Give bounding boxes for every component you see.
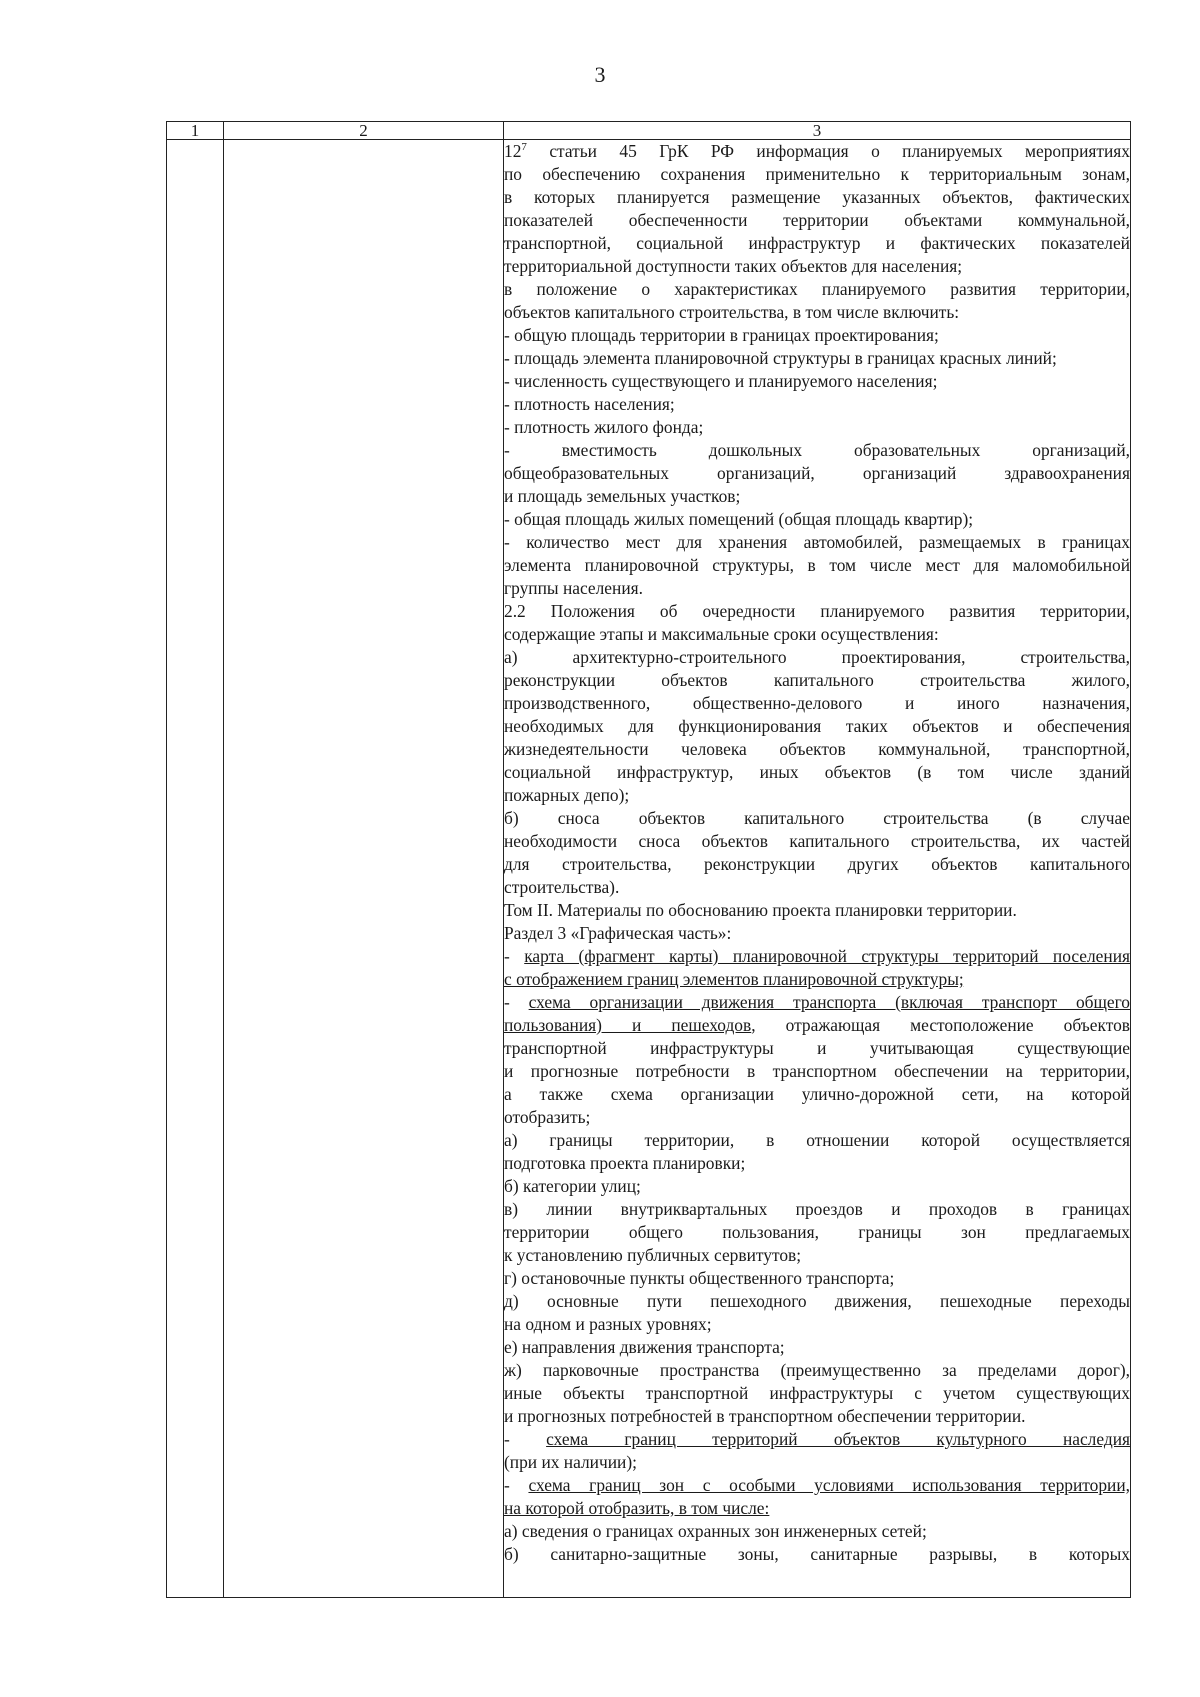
text-span: отобразить; (504, 1107, 591, 1127)
text-span: Том II. Материалы по обоснованию проекта планировки территории. (504, 900, 1017, 920)
underlined-text: на которой отобразить, в том числе: (504, 1498, 770, 1518)
text-line (504, 393, 1130, 416)
text-line (504, 1359, 1130, 1382)
text-span: а) сведения о границах охранных зон инженерных сетей; (504, 1521, 927, 1541)
underlined-text: схема границ территорий объектов культурного наследия (546, 1429, 1130, 1449)
text-span: общеобразовательных организаций, организаций здравоохранения (504, 463, 1130, 483)
text-line (504, 761, 1130, 784)
text-line (504, 1060, 1130, 1083)
underlined-text: пользования) и пешеходов (504, 1015, 752, 1035)
cell-column-2 (224, 140, 504, 1598)
text-span: а) архитектурно-строительного проектирования, строительства, (504, 647, 1130, 667)
text-span: - (504, 1475, 529, 1495)
text-span: транспортной инфраструктуры и учитывающая существующие (504, 1038, 1130, 1058)
text-line (504, 1382, 1130, 1405)
text-line (504, 209, 1130, 232)
text-line (504, 255, 1130, 278)
text-span: а также схема организации улично-дорожной сети, на которой (504, 1084, 1130, 1104)
text-line (504, 462, 1130, 485)
text-line (504, 1152, 1130, 1175)
text-line (504, 1336, 1130, 1359)
column-header-1: 1 (167, 122, 224, 140)
text-span: группы населения. (504, 578, 643, 598)
text-line (504, 416, 1130, 439)
text-line (504, 1129, 1130, 1152)
underlined-text: с отображением границ элементов планировочной структуры; (504, 969, 964, 989)
text-line (504, 1198, 1130, 1221)
text-span: и прогнозных потребностей в транспортном обеспечении территории. (504, 1406, 1026, 1426)
text-span: - численность существующего и планируемого населения; (504, 371, 938, 391)
text-line (504, 508, 1130, 531)
text-line (504, 1451, 1130, 1474)
text-span: элемента планировочной структуры, в том числе мест для маломобильной (504, 555, 1130, 575)
text-line (504, 784, 1130, 807)
text-span: иные объекты транспортной инфраструктуры с учетом существующих (504, 1383, 1130, 1403)
text-line (504, 1014, 1130, 1037)
text-span: статьи 45 ГрК РФ информация о планируемых мероприятиях (526, 141, 1130, 161)
text-span: в положение о характеристиках планируемого развития территории, (504, 279, 1130, 299)
text-span: - (504, 946, 525, 966)
text-line (504, 715, 1130, 738)
text-span: на одном и разных уровнях; (504, 1314, 712, 1334)
text-line (504, 1313, 1130, 1336)
text-span: (при их наличии); (504, 1452, 637, 1472)
text-line (504, 853, 1130, 876)
table-row (167, 140, 1131, 1598)
table-header-row (167, 122, 1131, 140)
text-span: и площадь земельных участков; (504, 486, 741, 506)
text-line (504, 807, 1130, 830)
text-span: е) направления движения транспорта; (504, 1337, 785, 1357)
text-span: транспортной, социальной инфраструктур и фактических показателей (504, 233, 1130, 253)
text-line (504, 140, 1130, 163)
text-line (504, 991, 1130, 1014)
text-line (504, 1037, 1130, 1060)
text-span: социальной инфраструктур, иных объектов (в том числе зданий (504, 762, 1130, 782)
text-line (504, 1244, 1130, 1267)
text-span: объектов капитального строительства, в том числе включить: (504, 302, 960, 322)
document-table (166, 121, 1131, 1598)
text-span: к установлению публичных сервитутов; (504, 1245, 802, 1265)
text-span: показателей обеспеченности территории объектами коммунальной, (504, 210, 1130, 230)
text-line (504, 600, 1130, 623)
text-span: необходимости сноса объектов капитального строительства, их частей (504, 831, 1130, 851)
text-line (504, 577, 1130, 600)
text-span: ж) парковочные пространства (преимущественно за пределами дорог), (504, 1360, 1130, 1380)
text-span: подготовка проекта планировки; (504, 1153, 746, 1173)
text-line (504, 1175, 1130, 1198)
text-span: территории общего пользования, границы зон предлагаемых (504, 1222, 1130, 1242)
text-span: - вместимость дошкольных образовательных организаций, (504, 440, 1130, 460)
text-span: - (504, 1429, 547, 1449)
column-header-3: 3 (504, 122, 1131, 140)
text-span: территориальной доступности таких объектов для населения; (504, 256, 963, 276)
text-line (504, 370, 1130, 393)
text-line (504, 232, 1130, 255)
text-span: б) сноса объектов капитального строительства (в случае (504, 808, 1130, 828)
text-line (504, 968, 1130, 991)
text-line (504, 646, 1130, 669)
text-line (504, 186, 1130, 209)
text-line (504, 1083, 1130, 1106)
text-span: Раздел 3 «Графическая часть»: (504, 923, 732, 943)
text-span: в которых планируется размещение указанных объектов, фактических (504, 187, 1130, 207)
text-span: - (504, 992, 529, 1012)
underlined-text: схема организации движения транспорта (включая транспорт общего (528, 992, 1130, 1012)
text-line (504, 623, 1130, 646)
text-line (504, 899, 1130, 922)
text-span: д) основные пути пешеходного движения, пешеходные переходы (504, 1291, 1130, 1311)
underlined-text: схема границ зон с особыми условиями использования территории, (528, 1475, 1130, 1495)
text-span: - плотность населения; (504, 394, 675, 414)
text-span: г) остановочные пункты общественного транспорта; (504, 1268, 895, 1288)
text-line (504, 1428, 1130, 1451)
text-span: а) границы территории, в отношении которой осуществляется (504, 1130, 1130, 1150)
text-span: 2.2 Положения об очередности планируемого развития территории, (504, 601, 1130, 621)
text-span: по обеспечению сохранения применительно к территориальным зонам, (504, 164, 1130, 184)
text-line (504, 1221, 1130, 1244)
text-span: б) санитарно-защитные зоны, санитарные разрывы, в которых (504, 1544, 1130, 1564)
text-line (504, 485, 1130, 508)
cell-text (504, 140, 1130, 1566)
cell-column-3 (504, 140, 1131, 1598)
text-span: необходимых для функционирования таких объектов и обеспечения (504, 716, 1130, 736)
text-line (504, 692, 1130, 715)
text-line (504, 324, 1130, 347)
text-span: - площадь элемента планировочной структуры в границах красных линий; (504, 348, 1057, 368)
superscript: 7 (521, 141, 527, 154)
text-span: для строительства, реконструкции других объектов капитального (504, 854, 1130, 874)
text-span: - количество мест для хранения автомобилей, размещаемых в границах (504, 532, 1130, 552)
text-line (504, 1290, 1130, 1313)
text-line (504, 554, 1130, 577)
text-span: б) категории улиц; (504, 1176, 641, 1196)
text-span: - общую площадь территории в границах проектирования; (504, 325, 939, 345)
underlined-text: карта (фрагмент карты) планировочной структуры территорий поселения (524, 946, 1130, 966)
text-span: содержащие этапы и максимальные сроки осуществления: (504, 624, 939, 644)
text-line (504, 1405, 1130, 1428)
text-span: 12 (504, 141, 522, 161)
text-line (504, 669, 1130, 692)
text-line (504, 163, 1130, 186)
page-number: 3 (594, 62, 606, 87)
text-span: - общая площадь жилых помещений (общая площадь квартир); (504, 509, 974, 529)
text-line (504, 347, 1130, 370)
text-line (504, 876, 1130, 899)
text-span: производственного, общественно-делового и иного назначения, (504, 693, 1130, 713)
text-line (504, 439, 1130, 462)
text-span: пожарных депо); (504, 785, 630, 805)
text-span: , отражающая местоположение объектов (751, 1015, 1130, 1035)
text-line (504, 830, 1130, 853)
text-span: и прогнозные потребности в транспортном обеспечении на территории, (504, 1061, 1130, 1081)
text-span: жизнедеятельности человека объектов коммунальной, транспортной, (504, 739, 1130, 759)
text-line (504, 1106, 1130, 1129)
text-line (504, 301, 1130, 324)
text-line (504, 1267, 1130, 1290)
cell-column-1 (167, 140, 224, 1598)
text-span: строительства). (504, 877, 620, 897)
text-line (504, 531, 1130, 554)
text-line (504, 1474, 1130, 1497)
text-line (504, 922, 1130, 945)
text-span: реконструкции объектов капитального строительства жилого, (504, 670, 1130, 690)
column-header-2: 2 (224, 122, 504, 140)
text-line (504, 1497, 1130, 1520)
text-span: - плотность жилого фонда; (504, 417, 704, 437)
text-line (504, 945, 1130, 968)
text-line (504, 1543, 1130, 1566)
text-span: в) линии внутриквартальных проездов и проходов в границах (504, 1199, 1130, 1219)
text-line (504, 278, 1130, 301)
text-line (504, 1520, 1130, 1543)
text-line (504, 738, 1130, 761)
